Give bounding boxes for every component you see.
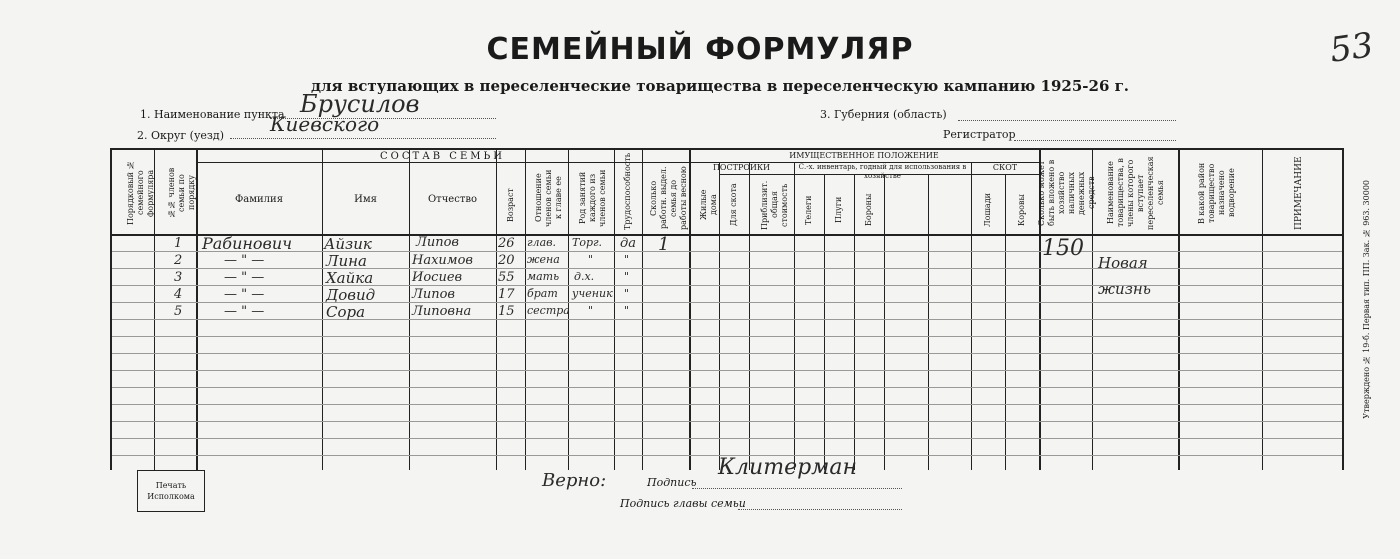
col-houses: Жилые дома	[699, 189, 718, 221]
col-money: Сколько может быть вложено в хозяйство наличных денежных средств	[1037, 159, 1096, 227]
col-ability: Трудоспособность	[623, 152, 632, 230]
executive-stamp-box: Печать Исполкома	[137, 470, 205, 512]
col-cows: Коровы	[1017, 194, 1026, 226]
verified-note: Верно:	[542, 470, 607, 491]
page-subtitle: для вступающих в переселенческие товарищества в переселенческую кампанию 1925-26 г.	[310, 77, 1130, 95]
province-label: 3. Губерния (область)	[820, 108, 947, 121]
col-barns: Для скота	[729, 183, 738, 227]
district-value: Киевского	[270, 112, 380, 136]
registrar-label: Регистратор	[943, 128, 1016, 141]
money-value: 150	[1042, 236, 1084, 261]
livestock-group-header: СКОТ	[992, 163, 1018, 172]
district-label: 2. Округ (уезд)	[137, 129, 224, 142]
col-horses: Лошади	[983, 193, 992, 227]
page-number: 53	[1327, 25, 1376, 71]
registrar-field	[1014, 126, 1176, 141]
family-group-header: СОСТАВ СЕМЬИ	[380, 151, 505, 162]
col-plows: Плуги	[834, 196, 843, 224]
col-carts: Телеги	[804, 195, 813, 225]
point-value: Брусилов	[300, 90, 420, 118]
head-signature-label: Подпись главы семьи	[620, 497, 746, 510]
signature-label: Подпись	[647, 476, 697, 489]
signature-value: Клитерман	[718, 455, 858, 480]
col-relation: Отношение членов семьи к главе ее	[534, 169, 563, 227]
col-society: Наименование товарищества, в члены которого вступает переселенческая семья	[1106, 156, 1165, 230]
col-surname: Фамилия	[234, 194, 284, 205]
col-seq: Порядковый № семейного формуляра	[126, 160, 155, 226]
col-harrows: Бороны	[864, 193, 873, 227]
col-age: Возраст	[506, 188, 515, 222]
col-note: ПРИМЕЧАНИЕ	[1294, 156, 1304, 230]
col-member-no: №№ членов семьи по порядку	[167, 167, 196, 219]
province-field	[958, 106, 1176, 121]
col-occupation: Род занятий каждого из членов семьи	[578, 169, 607, 227]
col-region: В какой район товарищество назначено водворение	[1197, 162, 1236, 224]
inventory-group-header: С.-х. инвентарь, годный для использования в хозяйстве	[798, 163, 967, 180]
print-imprint: Утверждено № 19-б. Первая тип. ПП. Зак. № 963. 30000	[1362, 180, 1371, 419]
col-value: Приблизит. общая стоимость	[760, 180, 789, 230]
family-table: СОСТАВ СЕМЬИ ИМУЩЕСТВЕННОЕ ПОЛОЖЕНИЕ ПОСТРОЙКИ С.-х. инвентарь, годный для использования в хозяйстве СКОТ Порядковый № семейного формуляра №№ членов семьи по порядку Фамилия Имя Отчество Возраст Отношение членов семьи к главе ее Род занятий каждого из членов семьи Трудоспособность Сколько работн. выдел. семья до работы весною Жилые дома Для скота Приблизит. общая стоимость Телеги Плуги Бороны Лошади Коровы Сколько может быть вложено в хозяйство наличных денежных средств Наименование товарищества, в члены которого вступает переселенческая семья В какой район товарищество назначено водворение ПРИМЕЧАНИЕ 1 Рабинович Айзик Липов 26 глав. Торг. да 1 2 — " — Лина Нахимов 20 жена " " 3 — " — Хайка Иосиев 55 мать д.х. " 4 — " — Довид Липов 17 брат ученик " 5 — " — Сора Липовна 15 сестра " " 150 Новая жизнь	[110, 148, 1344, 470]
society-value: Новая жизнь	[1098, 254, 1151, 298]
buildings-group-header: ПОСТРОЙКИ	[712, 163, 771, 172]
property-group-header: ИМУЩЕСТВЕННОЕ ПОЛОЖЕНИЕ	[789, 151, 939, 160]
point-label: 1. Наименование пункта	[140, 108, 285, 121]
head-signature-line	[738, 495, 902, 510]
col-name: Имя	[354, 194, 377, 205]
page-title: СЕМЕЙНЫЙ ФОРМУЛЯР	[486, 32, 914, 67]
col-workers: Сколько работн. выдел. семья до работы весною	[649, 166, 688, 230]
col-patronymic: Отчество	[427, 194, 478, 205]
